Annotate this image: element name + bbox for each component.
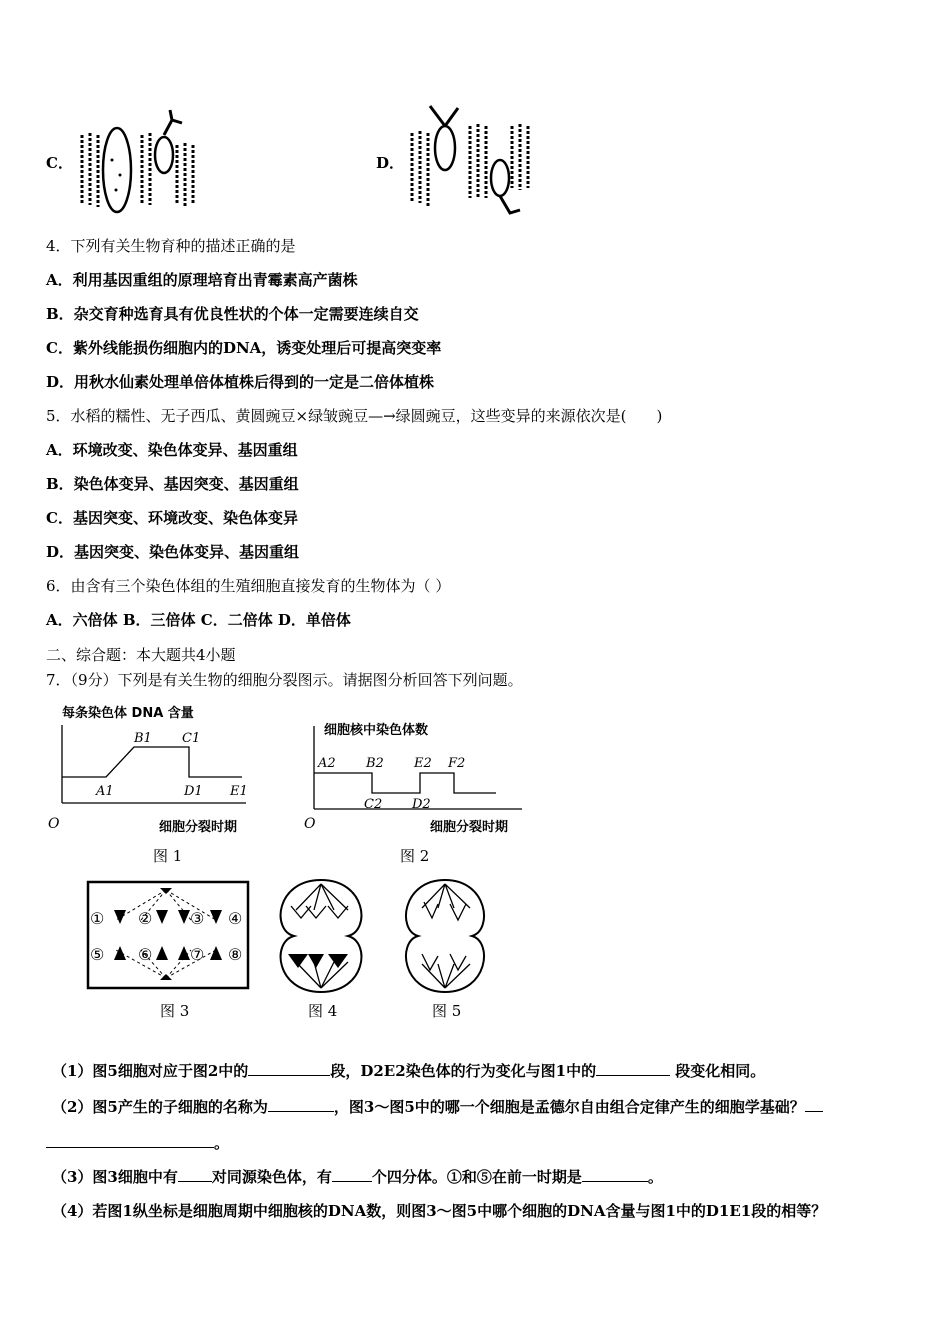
q7-sub3 [52,1167,663,1187]
fig3-number-2: ② [138,909,153,928]
q4-option-a: A．利用基因重组的原理培育出青霉素高产菌株 [46,271,358,289]
fig1-caption: 图 1 [153,847,183,865]
fig3-caption: 图 3 [160,1002,190,1020]
fig3-number-3: ③ [190,909,205,928]
q7-sub2-part-a: （2）图5产生的子细胞的名称为 [52,1098,268,1116]
fig2-point-c2: C2 [364,797,383,812]
q7-sub2-part-b: ，图3～图5中的哪一个细胞是孟德尔自由组合定律产生的细胞学基础？ [333,1098,805,1116]
q4-stem: 4．下列有关生物育种的描述正确的是 [46,237,296,255]
q7-sub1-part-a: （1）图5细胞对应于图2中的 [52,1062,249,1080]
fig2-point-b2: B2 [366,756,384,771]
fig1-point-d1: D1 [184,784,203,799]
fig2-origin: O [304,816,316,832]
fig3-number-1: ① [90,909,105,928]
q7-sub3-part-d: 。 [647,1168,663,1186]
fig2-caption: 图 2 [400,847,430,865]
q5-option-d: D．基因突变、染色体变异、基因重组 [46,543,300,561]
fig1-point-b1: B1 [134,731,152,746]
q7-sub3-part-c: 个四分体。①和⑤在前一时期是 [371,1168,582,1186]
fig2-point-e2: E2 [414,756,432,771]
q7-sub3-blank-2[interactable] [332,1167,372,1182]
q4-option-b: B．杂交育种选育具有优良性状的个体一定需要连续自交 [46,305,419,323]
figure-5-cell [392,878,498,994]
q5-option-b: B．染色体变异、基因突变、基因重组 [46,475,299,493]
figure-2-graph [298,716,538,840]
q7-sub1 [52,1061,765,1081]
q7-sub1-part-c: 段变化相同。 [670,1062,766,1080]
figure-3-cell [86,880,252,992]
q7-sub2-blank-1[interactable] [268,1097,334,1112]
fig4-caption: 图 4 [308,1002,338,1020]
q5-option-c: C．基因突变、环境改变、染色体变异 [46,509,298,527]
fig2-point-d2: D2 [412,797,431,812]
fig2-point-a2: A2 [318,756,336,771]
q4-option-c: C．紫外线能损伤细胞内的DNA，诱变处理后可提高突变率 [46,339,442,357]
figure-1-graph [44,700,264,840]
fig1-ylabel: 每条染色体 DNA 含量 [62,706,194,721]
fig2-ylabel: 细胞核中染色体数 [324,723,429,738]
q7-sub2 [52,1097,823,1117]
fig1-point-e1: E1 [230,784,248,799]
fig1-point-c1: C1 [182,731,201,746]
option-c-chromosome-image [72,105,212,220]
fig3-number-7: ⑦ [190,945,205,964]
q7-sub1-blank-1[interactable] [248,1061,330,1076]
fig3-number-6: ⑥ [138,945,153,964]
q4-option-d: D．用秋水仙素处理单倍体植株后得到的一定是二倍体植株 [46,373,435,391]
q7-sub3-blank-1[interactable] [178,1167,212,1182]
q7-sub2-blank-2-start[interactable] [805,1097,823,1112]
fig2-xlabel: 细胞分裂时期 [430,820,509,835]
q7-sub2-cont [46,1133,229,1153]
q7-sub2-part-c: 。 [214,1134,230,1152]
section-heading: 二、综合题：本大题共4小题 [46,646,236,664]
q7-sub1-part-b: 段，D2E2染色体的行为变化与图1中的 [330,1062,597,1080]
fig1-xlabel: 细胞分裂时期 [159,820,238,835]
option-d-label: D． [376,154,405,172]
option-c-label: C． [46,154,73,172]
fig1-point-a1: A1 [96,784,114,799]
q6-stem: 6．由含有三个染色体组的生殖细胞直接发育的生物体为（ ） [46,577,451,595]
q7-sub4: （4）若图1纵坐标是细胞周期中细胞核的DNA数，则图3～图5中哪个细胞的DNA含量与图1中的D1E1段的相等？ [52,1202,827,1220]
fig1-origin: O [48,816,60,832]
fig2-point-f2: F2 [448,756,466,771]
q7-sub3-part-b: 对同源染色体，有 [211,1168,332,1186]
option-d-chromosome-image [400,98,540,223]
q7-sub3-blank-3[interactable] [582,1167,648,1182]
q7-sub3-part-a: （3）图3细胞中有 [52,1168,178,1186]
q5-stem: 5．水稻的糯性、无子西瓜、黄圆豌豆×绿皱豌豆—→绿圆豌豆，这些变异的来源依次是( ) [46,407,663,425]
q7-stem: 7．（9分）下列是有关生物的细胞分裂图示。请据图分析回答下列问题。 [46,671,523,689]
fig3-number-5: ⑤ [90,945,105,964]
q6-options: A．六倍体 B．三倍体 C．二倍体 D．单倍体 [46,611,351,629]
q5-option-a: A．环境改变、染色体变异、基因重组 [46,441,298,459]
q7-sub1-blank-2[interactable] [596,1061,670,1076]
fig5-caption: 图 5 [432,1002,462,1020]
fig3-number-8: ⑧ [228,945,243,964]
q7-sub2-blank-2[interactable] [46,1133,214,1148]
fig3-number-4: ④ [228,909,243,928]
figure-4-cell [266,878,376,994]
